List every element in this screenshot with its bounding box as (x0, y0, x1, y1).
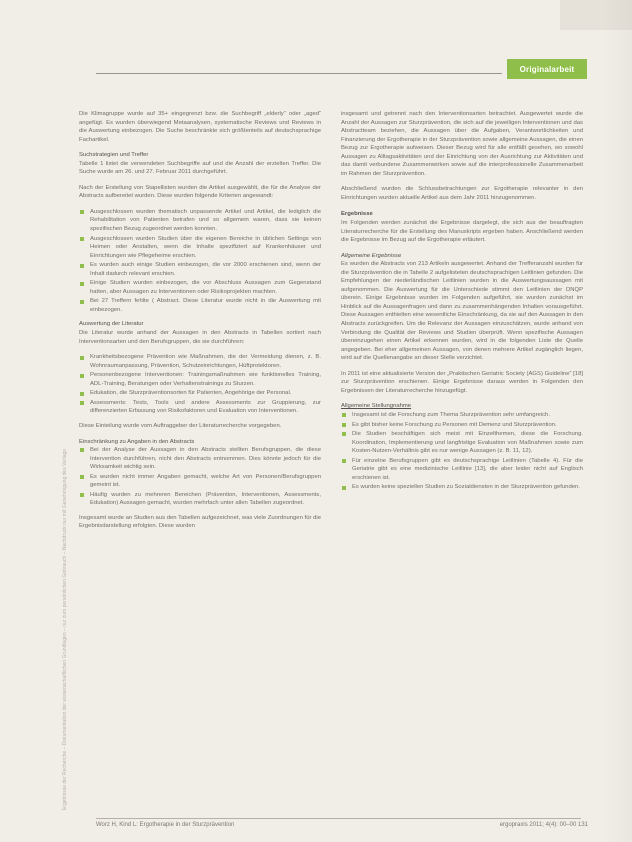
page-fold-shading (602, 0, 632, 842)
section-heading: Einschränkung zu Angaben in den Abstracts (79, 438, 195, 445)
body-paragraph: Die Klimagruppe wurde auf 35+ eingegrenzt bzw. die Suchbegriff „elderly“ oder „aged“ angefügt. Es wurden überwiegend Metaanalysen, systematische Reviews und Reviews in die Auswertung einbezogen. Die Suche beschränkte sich größtenteils auf deutschsprachige Fachartikel. (79, 111, 321, 143)
bullet-item: Ausgeschlossen wurden thematisch unpassende Artikel und Artikel, die lediglich die Rehabilitation von Patienten betrafen und so allgemein waren, dass sie keinen spezifischen Bezug zugeordnet werden konnten. (79, 208, 321, 234)
header-rule (96, 73, 502, 74)
bullet-list (79, 446, 321, 508)
bullet-item: Häufig wurden zu mehreren Bereichen (Prävention, Interventionen, Assessments, Edukation) Aussagen gemacht, wurden mehrfach unter allen Tabellen zugeordnet. (79, 491, 321, 508)
body-paragraph: Im Folgenden werden zunächst die Ergebnisse dargelegt, die sich aus der beauftragten Literaturrecherche für die Erstellung des Manuskripts ergeben haben. Anschließend werden die Ergebnisse im Bezug auf die Ergotherapie erläutert. (341, 220, 583, 244)
bullet-item: Edukation, die Sturzpräventionsorten für Patienten, Angehörige der Personal. (79, 389, 321, 398)
body-paragraph: Es wurden die Abstracts von 213 Artikeln ausgewertet. Anhand der Trefferanzahl wurden für die Sturzprävention die in Tabelle 2 aufgelisteten deutschsprachigen Leitlinien gefunden. Die Empfehlungen der niederländischen Leitlinien wurden in die Auswertungsaussagen mit aufgenommen. Die Auswertung für die Unterschiede stimmt den Leitlinien der DNQP überein. Einige Ergebnisse wurden im Folgenden aufgeführt, sie wurden zunächst im Hinblick auf die Aussagenfragen und dann zu zusammenhängenden Inhalten vorausgeführt. Diese Aussagen enthielten eine wesentliche Einschränkung, da sie auf den Aussagen in den Abstracts zurückgreifen. Um die Relevanz der Aussagen einzuschätzen, wurde anhand von Verbindung die Qualität der Reviews und Studien überprüft. Wenn spezifische Aussagen übereinzugehen einen Artikel erkennen wurden, wird in die folgenden Liste die Quelle angegeben. Bei eher allgemeinen Aussagen, von denen mehrere Artikel zugänglich liegen, wird auf die Quellenangabe an dieser Stelle verzichtet. (341, 261, 583, 362)
footer-rule (96, 818, 581, 819)
body-paragraph: insgesamt und getrennt nach den Interventionsarten betrachtet. Ausgewertet wurde die Anzahl der Aussagen zur Sturzprävention, die sich auf die jeweiligen Interventionen und das Abstractteam beziehen, die Aussagen über die Aufgaben, Verantwortlichkeiten und Finanzierung der Ergotherapie in der Sturzprävention sowie allgemeine Aussagen, die einen Bezug zur Ergotherapie aufweisen. Dieser Bezug wird für alle entfällt gesehen, wo sowohl Aussagen zu Alltagsaktivitäten und der Einrichtung von der Ausrichtung zur Aktivitäten und das damit verbundene Zusammenwirken sowie auf die interprofessionelle Zusammenarbeit im Rahmen der Sturzprävention. (341, 111, 583, 177)
bullet-item: Es wurden nicht immer Angaben gemacht, welche Art von Personen/Berufsgruppen gemeint ist. (79, 473, 321, 490)
section-tab: Originalarbeit (507, 59, 587, 79)
bullet-item: Bei 27 Treffern fehlte ( Abstract. Diese Literatur wurde nicht in die Auswertung mit einbezogen. (79, 297, 321, 314)
bullet-item: Es wurden auch einige Studien einbezogen, die vor 2000 erschienen sind, wenn der Inhalt dadurch relevant erschien. (79, 261, 321, 278)
bullet-item: Ausgeschlossen wurden Studien über die eigenen Bereiche in üblichen Settings von Heimen oder Anstalten, wenn die Inhalte spezifiziert auf Krankenhäuser und Einrichtungen wie Pflegeheime erschien. (79, 235, 321, 261)
footer-citation: Worz H, Kind L: Ergotherapie in der Sturzprävention (96, 822, 235, 828)
bullet-list (341, 411, 583, 492)
section-heading: Auswertung der Literatur (79, 321, 144, 328)
right-column (341, 110, 583, 822)
bullet-item: Assessments: Tests, Tools und andere Assessments zur Gruppierung, zur differenzierten Erfassung von Risikofaktoren und Evaluation von Interventionen. (79, 399, 321, 416)
bullet-item: Bei der Analyse der Aussagen in den Abstracts stellten Berufsgruppen, die diese Intervention durchführen, nicht den Abstracts entnommen. Dies könnte jedoch für die Wirksamkeit wichtig sein. (79, 446, 321, 472)
body-paragraph: Nach der Erstellung von Stapellisten wurden die Artikel ausgewählt, die für die Analyse der Abstracts aufbereitet wurden. Diese wurden folgende Kriterien angewandt: (79, 184, 321, 200)
body-paragraph: In 2011 ist eine aktualisierte Version der „Praktischen Geriatric Society (AGS) Guideline“ [18] zur Sturzprävention erschienen. Einige Ergebnisse daraus werden in Folgenden den Ergebnissen der Literaturrecherche hinzugefügt. (341, 370, 583, 394)
bullet-item: Einige Studien wurden einbezogen, die vor Abschluss Aussagen zum Gegenstand hatten, aber Aussagen zu Interventionen oder Risikoprojekten machten. (79, 279, 321, 296)
bullet-list (79, 353, 321, 416)
bullet-item: Die Studien beschäftigen sich meist mit Einzelthemen, diese die Forschung. Koordination, Implementierung und langfristige Evaluation von Maßnahmen sowie zum Kosten-Nutzen-Verhältnis gibt es nur wenige Aussagen (z. B. 11, 12). (341, 430, 583, 456)
footer-journal-page: ergopraxis 2011; 4(4): 00–00 131 (499, 822, 588, 828)
bullet-item: Personenbezogene Interventionen: Trainingsmaßnahmen wie funktionelles Training, ADL-Training, Beratungen oder Verhaltenstrainings zu Sturzen. (79, 371, 321, 388)
body-paragraph: Diese Einteilung wurde vom Auftraggeber der Literaturrecherche vorgegeben. (79, 422, 282, 429)
bullet-item: Es wurden keine speziellen Studien zu Sozialdiensten in der Sturzprävention gefunden. (341, 483, 583, 492)
bullet-item: Insgesamt ist die Forschung zum Thema Sturzprävention sehr umfangreich. (341, 411, 583, 420)
section-heading: Ergebnisse (341, 211, 373, 218)
left-column (79, 110, 321, 822)
section-heading: Allgemeine Stellungnahme (341, 403, 412, 410)
margin-note: Ergebnisse der Recherche – Dokumentation der wissenschaftlichen Grundlagen – nur zum persönlichen Gebrauch – Nachdruck nur mit Genehmigung des Verlags (62, 449, 68, 810)
section-heading: Allgemeine Ergebnisse (341, 252, 402, 259)
body-paragraph: Insgesamt wurde an Studien aus den Tabellen aufgezeichnet, was viele Zuordnungen für die Ergebnisdarstellung erfolgten. Diese wurden (79, 514, 321, 530)
bullet-item: Es gibt bisher keine Forschung zu Personen mit Demenz und Sturzprävention. (341, 421, 583, 430)
bullet-item: Für einzelne Berufsgruppen gibt es deutschsprachige Leitlinien (Tabelle 4). Für die Geriatrie gibt es eine medizinische Leitlinie [13], die aber leider nicht auf Englisch erschienen ist. (341, 457, 583, 483)
body-paragraph: Die Literatur wurde anhand der Aussagen in den Abstracts in Tabellen sortiert nach Interventionsarten und den Berufsgruppen, die sie durchführen: (79, 330, 321, 345)
bullet-list (79, 208, 321, 315)
section-heading: Suchstrategien und Treffer (79, 152, 149, 159)
body-paragraph: Abschließend wurden die Schlussbetrachtungen zur Ergotherapie relevanter in den Einrichtungen wurden aktuelle Artikel aus dem Jahr 2011 hinzugenommen. (341, 186, 583, 201)
bullet-item: Krankheitsbezogene Prävention wie Maßnahmen, die der Vermeidung dienen, z. B. Wohnraumanpassung, Prävention, Schutzeinrichtungen, Hüftprotektoren. (79, 353, 321, 370)
body-paragraph: Tabelle 1 listet die verwendeten Suchbegriffe auf und die Anzahl der erzielten Treffer. Die Suche wurde am 26. und 27. Februar 2011 durchgeführt. (79, 160, 321, 176)
